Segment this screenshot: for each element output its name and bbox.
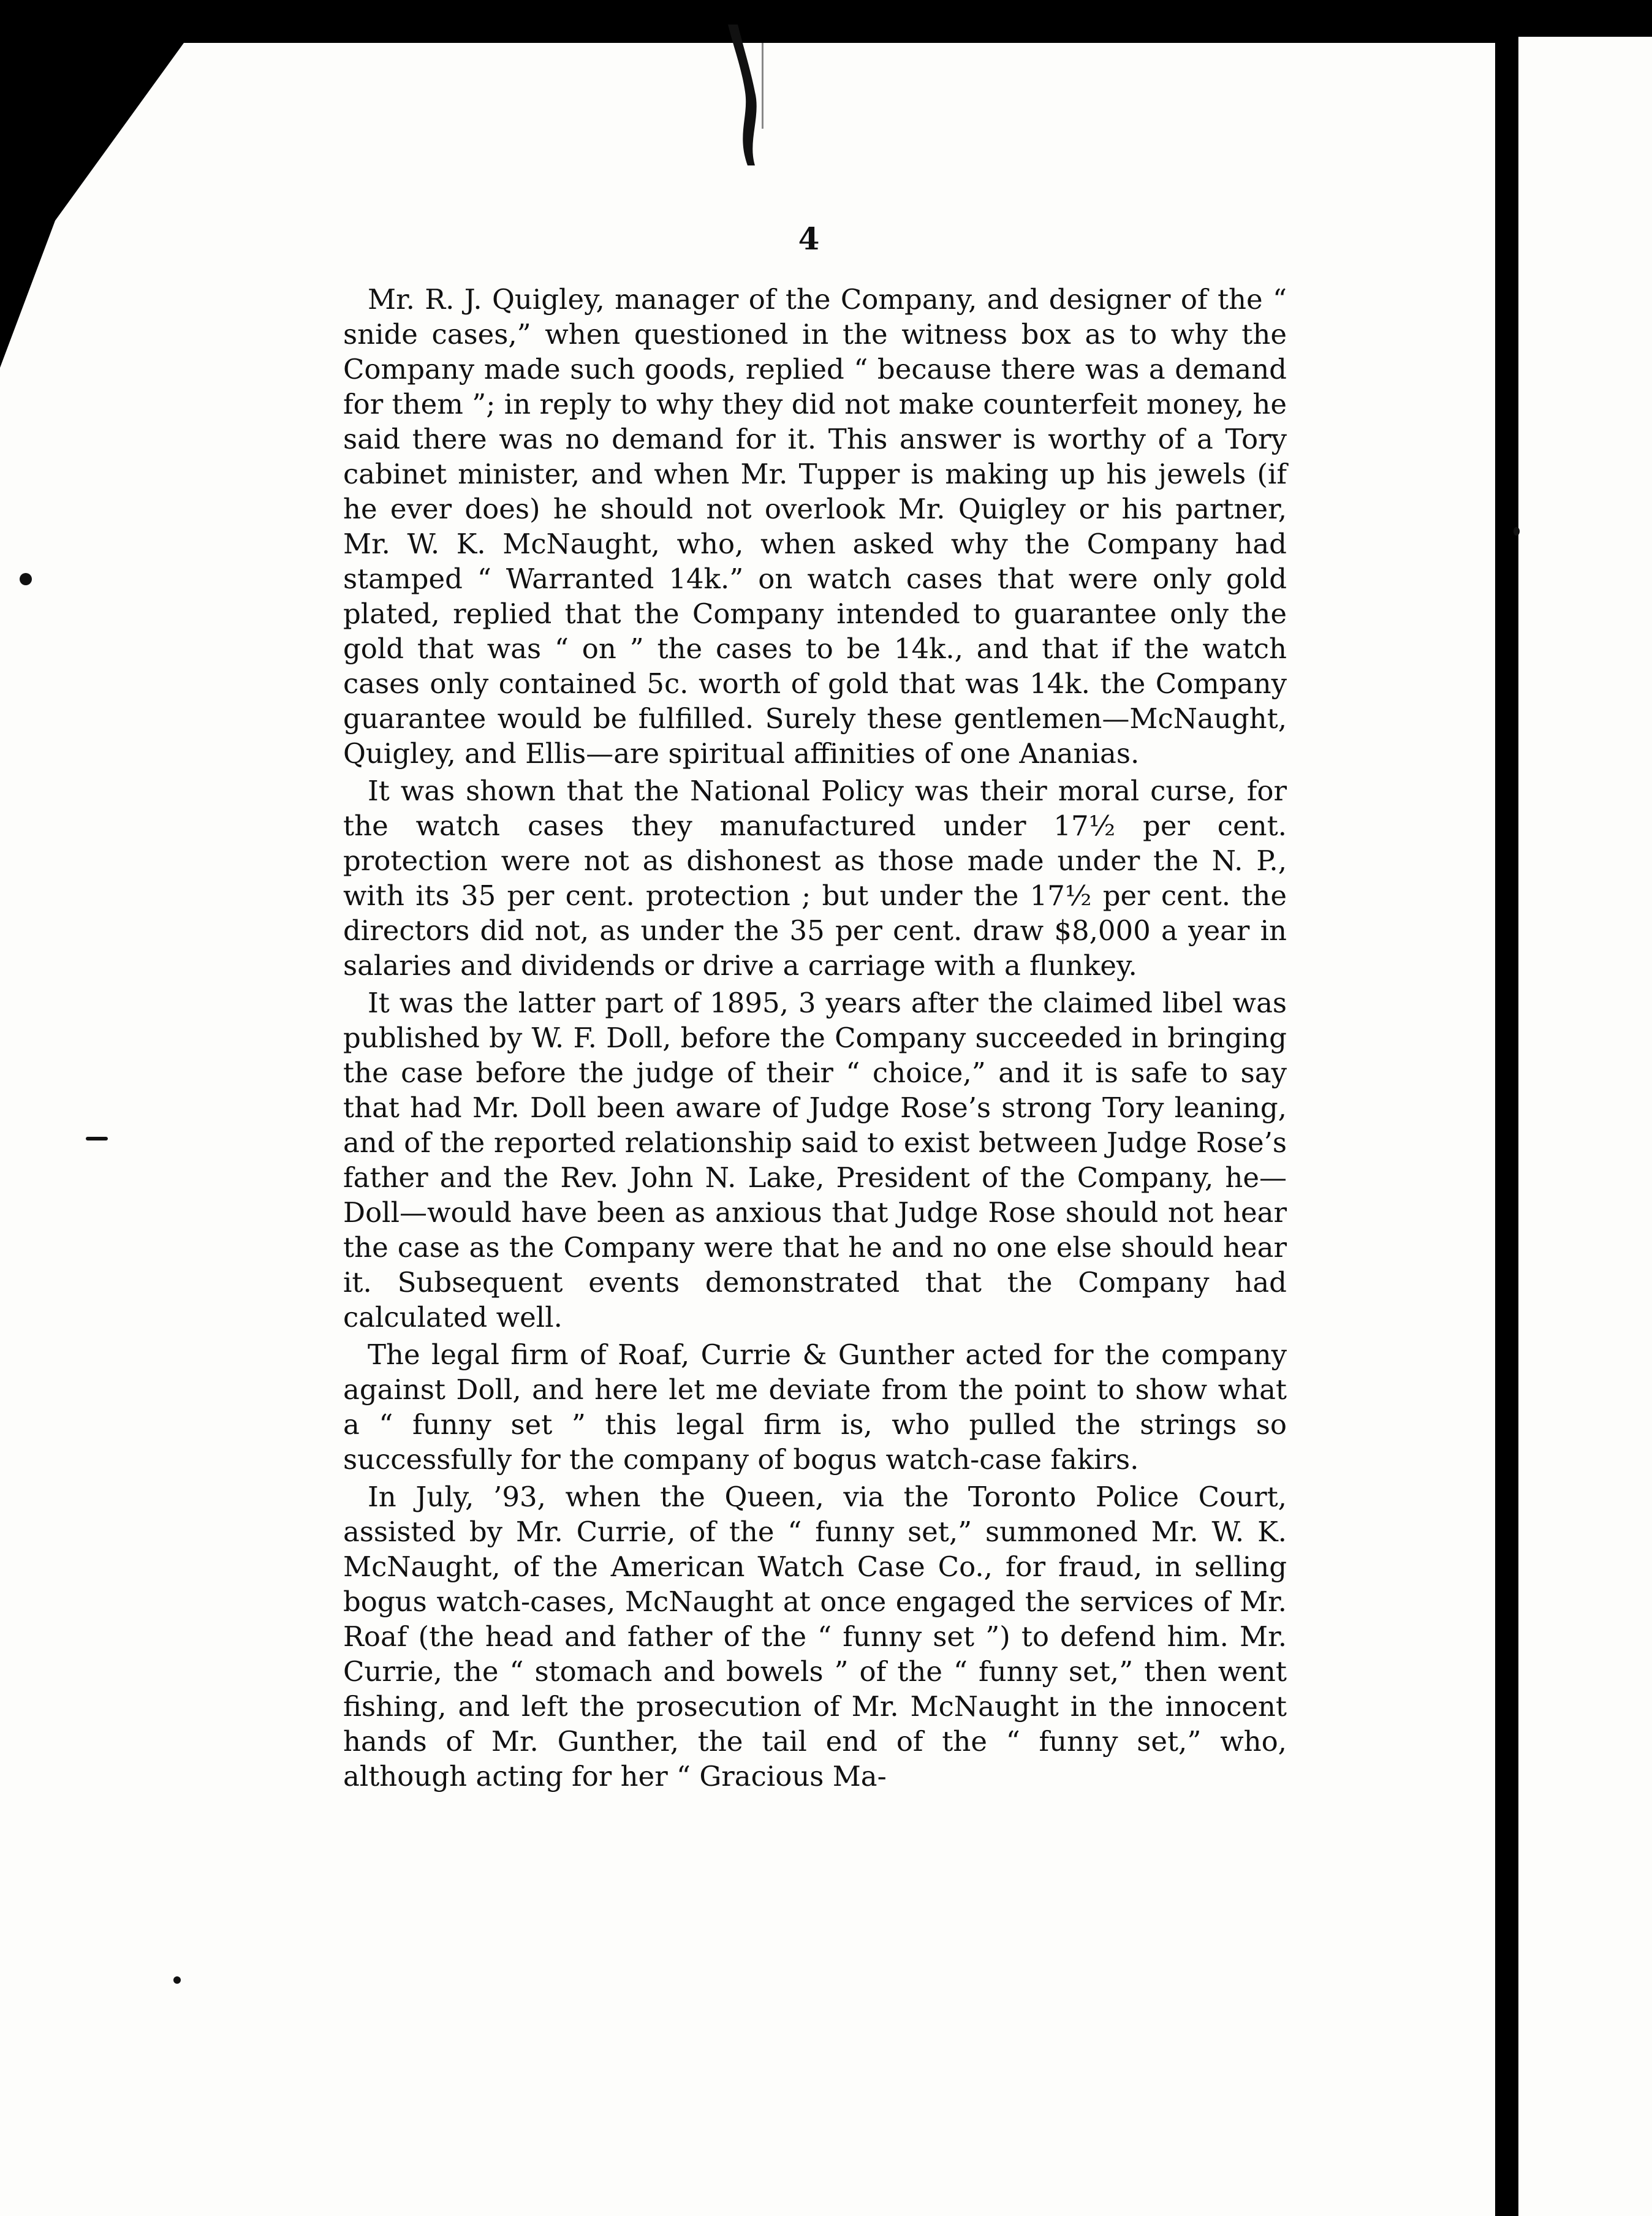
ink-speck xyxy=(1514,527,1520,536)
fold-line xyxy=(762,43,763,129)
paragraph: In July, ’93, when the Queen, via the Toronto Police Court, assisted by Mr. Currie, of the “ funny set,” summoned Mr. W. K. McNaught, of the American Watch Case Co., for fraud, in selling bogus watch-cases, McNaught at once engaged the services of Mr. Roaf (the head and father of the “ funny set ”) to defend him. Mr. Currie, the “ stomach and bowels ” of the “ funny set,” then went fishing, and left the prosecution of Mr. McNaught in the innocent hands of Mr. Gunther, the tail end of the “ funny set,” who, although acting for her “ Gracious Ma- xyxy=(343,1481,1287,1793)
ink-speck xyxy=(86,1137,108,1140)
paragraph: Mr. R. J. Quigley, manager of the Company, and designer of the “ snide cases,” when questioned in the witness box as to why the Company made such goods, replied “ because there was a demand for them ”; in reply to why they did not make counterfeit money, he said there was no demand for it. This answer is worthy of a Tory cabinet minister, and when Mr. Tupper is making up his jewels (if he ever does) he should not overlook Mr. Quigley or his partner, Mr. W. K. McNaught, who, when asked why the Company had stamped “ Warranted 14k.” on watch cases that were only gold plated, replied that the Company intended to guarantee only the gold that was “ on ” the cases to be 14k., and that if the watch cases only contained 5c. worth of gold that was 14k. the Company guarantee would be fulfilled. Surely these gentlemen—McNaught, Quigley, and Ellis—are spiritual affinities of one Ananias. xyxy=(343,283,1287,770)
ink-speck xyxy=(20,573,32,585)
torn-edge-mark xyxy=(723,25,766,165)
ink-speck xyxy=(173,1976,181,1984)
paragraph: It was the latter part of 1895, 3 years after the claimed libel was published by W. F. Doll, before the Company succeeded in bringing the case before the judge of their “ choice,” and it is safe to say that had Mr. Doll been aware of Judge Rose’s strong Tory leaning, and of the reported relationship said to exist between Judge Rose’s father and the Rev. John N. Lake, President of the Company, he—Doll—would have been as anxious that Judge Rose should not hear the case as the Company were that he and no one else should hear it. Subsequent events demonstrated that the Company had calculated well. xyxy=(343,987,1287,1334)
paragraph: The legal firm of Roaf, Currie & Gunther acted for the company against Doll, and here let me deviate from the point to show what a “ funny set ” this legal firm is, who pulled the strings so successfully for the company of bogus watch-case fakirs. xyxy=(343,1338,1287,1476)
body-text xyxy=(343,282,1287,1796)
paragraph: It was shown that the National Policy was their moral curse, for the watch cases they manufactured under 17½ per cent. protection were not as dishonest as those made under the N. P., with its 35 per cent. protection ; but under the 17½ per cent. the directors did not, as under the 35 per cent. draw $8,000 a year in salaries and dividends or drive a carriage with a flunkey. xyxy=(343,775,1287,982)
adjacent-page-edge xyxy=(1518,37,1652,2216)
page-number: 4 xyxy=(798,221,820,257)
